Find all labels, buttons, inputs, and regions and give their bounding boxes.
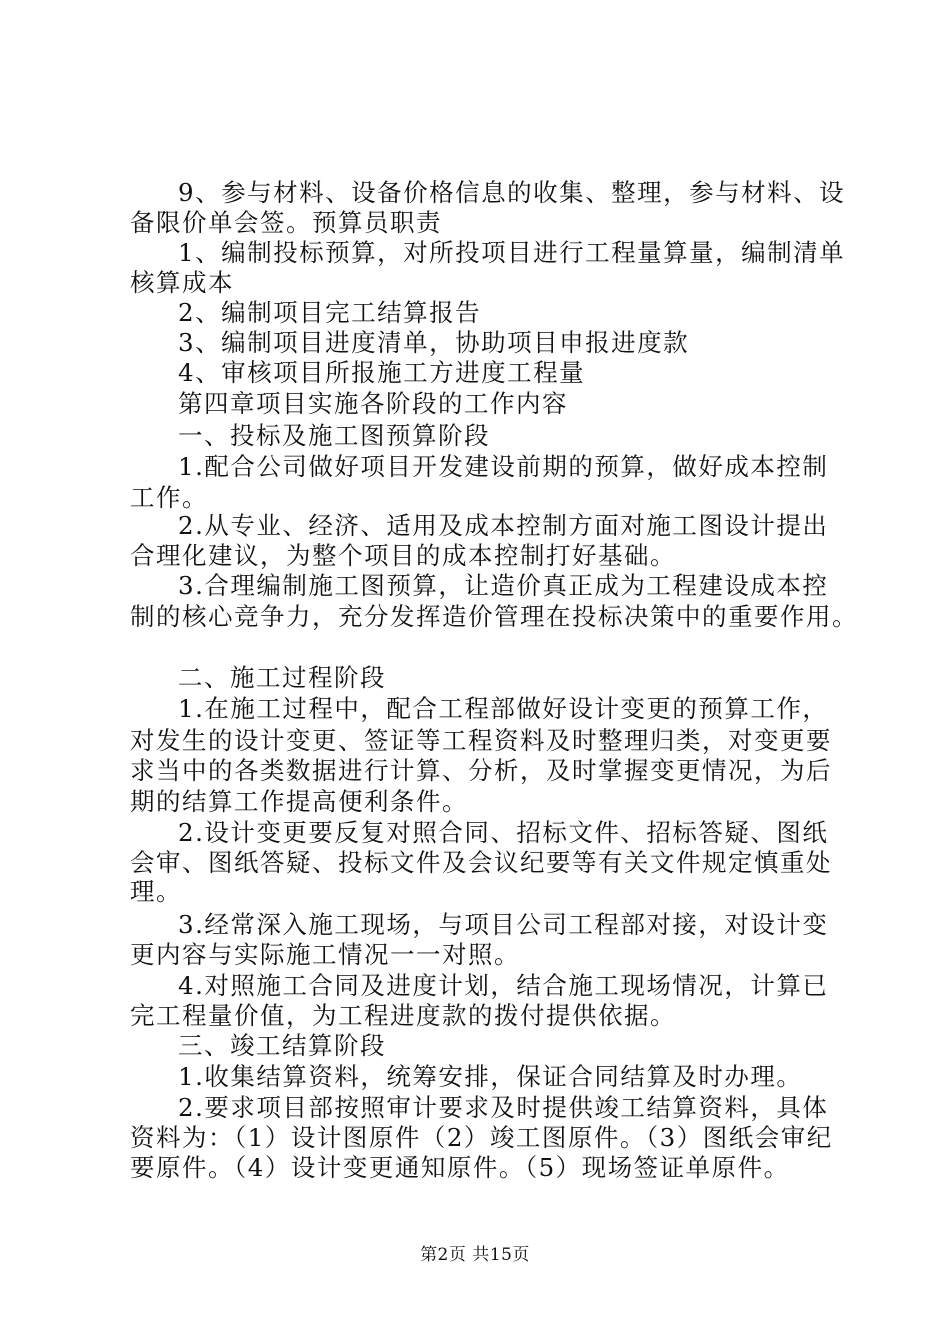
text-line: 制的核心竞争力，充分发挥造价管理在投标决策中的重要作用。	[130, 602, 858, 631]
text-line: 求当中的各类数据进行计算、分析，及时掌握变更情况，为后	[130, 756, 832, 785]
text-line: 合理化建议，为整个项目的成本控制打好基础。	[130, 541, 676, 570]
text-line: 期的结算工作提高便利条件。	[130, 787, 468, 816]
chapter-heading: 第四章项目实施各阶段的工作内容	[178, 389, 568, 418]
text-line: 9、参与材料、设备价格信息的收集、整理，参与材料、设	[178, 178, 846, 207]
section-heading: 三、竣工结算阶段	[178, 1031, 386, 1060]
text-line: 2、编制项目完工结算报告	[178, 298, 482, 327]
text-line: 工作。	[130, 483, 208, 512]
text-line: 对发生的设计变更、签证等工程资料及时整理归类，对变更要	[130, 726, 832, 755]
text-line: 1.在施工过程中，配合工程部做好设计变更的预算工作，	[178, 694, 829, 723]
text-line: 备限价单会签。预算员职责	[130, 208, 442, 237]
text-line: 2.要求项目部按照审计要求及时提供竣工结算资料，具体	[178, 1093, 829, 1122]
text-line: 4.对照施工合同及进度计划，结合施工现场情况，计算已	[178, 971, 829, 1000]
text-line: 1.配合公司做好项目开发建设前期的预算，做好成本控制	[178, 452, 829, 481]
section-heading: 一、投标及施工图预算阶段	[178, 421, 490, 450]
text-line: 1.收集结算资料，统筹安排，保证合同结算及时办理。	[178, 1062, 803, 1091]
text-line: 会审、图纸答疑、投标文件及会议纪要等有关文件规定慎重处	[130, 848, 832, 877]
text-line: 更内容与实际施工情况一一对照。	[130, 940, 520, 969]
text-line: 4、审核项目所报施工方进度工程量	[178, 358, 586, 387]
text-line: 资料为：（1）设计图原件（2）竣工图原件。（3）图纸会审纪	[130, 1123, 833, 1152]
text-line: 要原件。（4）设计变更通知原件。（5）现场签证单原件。	[130, 1153, 790, 1182]
text-line: 2.从专业、经济、适用及成本控制方面对施工图设计提出	[178, 511, 829, 540]
text-line: 3.合理编制施工图预算，让造价真正成为工程建设成本控	[178, 571, 829, 600]
text-line: 2.设计变更要反复对照合同、招标文件、招标答疑、图纸	[178, 818, 829, 847]
text-line: 3.经常深入施工现场，与项目公司工程部对接，对设计变	[178, 910, 829, 939]
text-line: 理。	[130, 877, 182, 906]
section-heading: 二、施工过程阶段	[178, 663, 386, 692]
text-line: 3、编制项目进度清单，协助项目申报进度款	[178, 328, 690, 357]
page-footer: 第2页 共15页	[420, 1245, 530, 1265]
text-line: 1、编制投标预算，对所投项目进行工程量算量，编制清单	[178, 238, 846, 267]
text-line: 完工程量价值，为工程进度款的拨付提供依据。	[130, 1001, 676, 1030]
text-line: 核算成本	[130, 268, 234, 297]
